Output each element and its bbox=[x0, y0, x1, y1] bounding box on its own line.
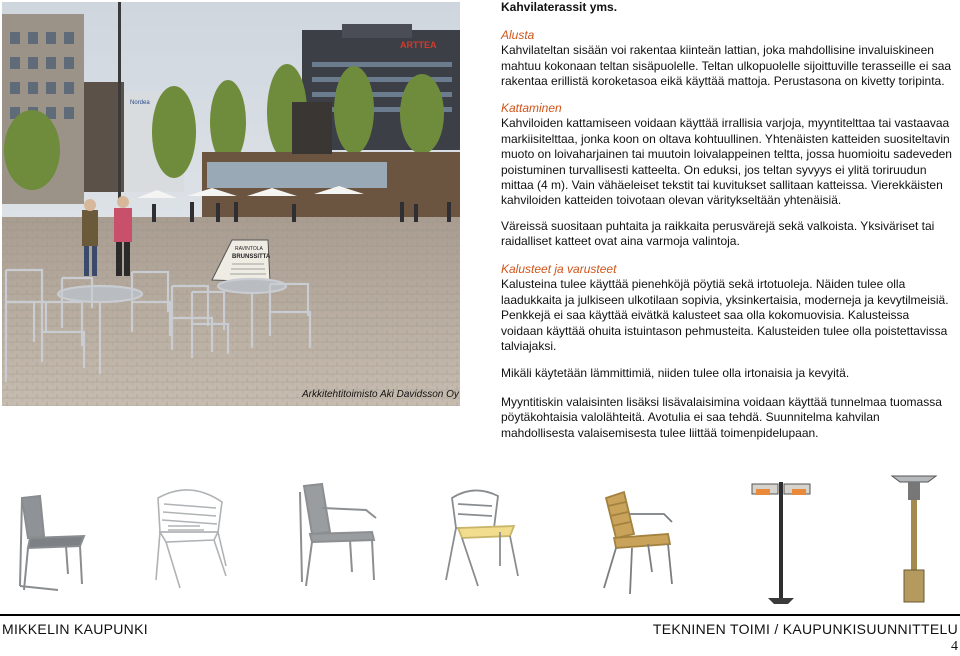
gas-heater-illustration bbox=[892, 476, 936, 602]
section-heading: Alusta bbox=[501, 28, 535, 42]
wire-chair-illustration bbox=[446, 490, 518, 586]
photo-credit: Arkkitehtitoimisto Aki Davidsson Oy bbox=[302, 389, 459, 400]
section-kalusteet-lighting bbox=[501, 395, 953, 441]
chrome-chair-illustration bbox=[156, 490, 226, 588]
page-number: 4 bbox=[951, 639, 958, 654]
mesh-chair-illustration bbox=[20, 496, 84, 590]
furniture-illustration bbox=[0, 462, 960, 612]
sign-text: BRUNSSITTA bbox=[232, 254, 271, 260]
svg-text:RAVINTOLA: RAVINTOLA bbox=[235, 246, 263, 252]
paragraph: Kalusteina tulee käyttää pienehköjä pöytiä sekä irtotuoleja. Näiden tulee olla laadukkaita ja julkiseen ulkotilaan sopivia, yksinkertaisia, moderneja ja kevytilmeisiä. Penkkejä ei saa käyttää eivätkä kalusteet saa olla kokomuovisia. Kalusteissa voidaan käyttää ohuita istuintason pehmusteita. Kalusteiden tulee olla poistettavissa talviajaksi. bbox=[501, 277, 949, 354]
paragraph: Kahvilateltan sisään voi rakentaa kiinteän lattian, joka mahdollisine invaluiskineen mahtuu kokonaan teltan sisäpuolelle. Teltan ulkopuolelle sijoittuville terasseille ei saa rakentaa erillistä koroketasoa eikä käyttää mattoja. Perustasona on kivetty toripinta. bbox=[501, 43, 952, 89]
grey-armchair-illustration bbox=[300, 484, 376, 586]
section-kalusteet-heaters bbox=[501, 366, 953, 381]
paragraph: Mikäli käytetään lämmittimiä, niiden tulee olla irtonaisia ja kevyitä. bbox=[501, 366, 850, 380]
section-kalusteet bbox=[501, 262, 953, 354]
footer-organization: MIKKELIN KAUPUNKI bbox=[2, 621, 148, 637]
footer-department: TEKNINEN TOIMI / KAUPUNKISUUNNITTELU bbox=[652, 621, 958, 637]
section-heading: Kattaminen bbox=[501, 101, 562, 115]
market-square-photo bbox=[2, 2, 460, 406]
electric-heater-illustration bbox=[752, 482, 810, 604]
wooden-chair-illustration bbox=[604, 492, 672, 594]
building-sign: ARTTEA bbox=[400, 40, 437, 50]
paragraph: Myyntitiskin valaisinten lisäksi lisävalaisimina voidaan käyttää tunnelmaa tuomassa pöytäkohtaisia valolähteitä. Avotulia ei saa tehdä. Suunnitelma kahvilan mahdollisesta valaisemisesta tulee liittää toimenpidelupaan. bbox=[501, 395, 942, 440]
section-kattaminen-colors bbox=[501, 219, 953, 250]
paragraph: Kahviloiden kattamiseen voidaan käyttää irrallisia varjoja, myyntitelttaa tai vastaavaa markiisitelttaa, jonka koon on oltava kohtuullinen. Yhtenäisten katteiden suositeltavin muoto on loivaharjainen tai muutoin loivalappeinen teltta, jossa huomioitu sadeveden poistuminen turvallisesti katteelta. On eduksi, jos teltan syvyys ei ylitä toriruudun mittaa (4 m). Vain vähäeleiset tekstit tai kuvitukset sallitaan katteissa. Vierekkäisten kahviloiden katteiden toivotaan olevan väritykseltään yhtenäisiä. bbox=[501, 116, 952, 208]
section-heading: Kalusteet ja varusteet bbox=[501, 262, 617, 276]
furniture-examples bbox=[0, 462, 960, 612]
page-title: Kahvilaterassit yms. bbox=[501, 0, 618, 14]
svg-text:Nordea: Nordea bbox=[130, 100, 150, 106]
section-alusta bbox=[501, 28, 953, 90]
paragraph: Väreissä suositaan puhtaita ja raikkaita perusvärejä sekä valkoista. Yksiväriset tai raidalliset katteet ovat aina varmoja valintoja. bbox=[501, 219, 935, 249]
market-square-illustration bbox=[2, 2, 460, 406]
footer-rule bbox=[0, 614, 960, 616]
section-kattaminen bbox=[501, 101, 953, 209]
